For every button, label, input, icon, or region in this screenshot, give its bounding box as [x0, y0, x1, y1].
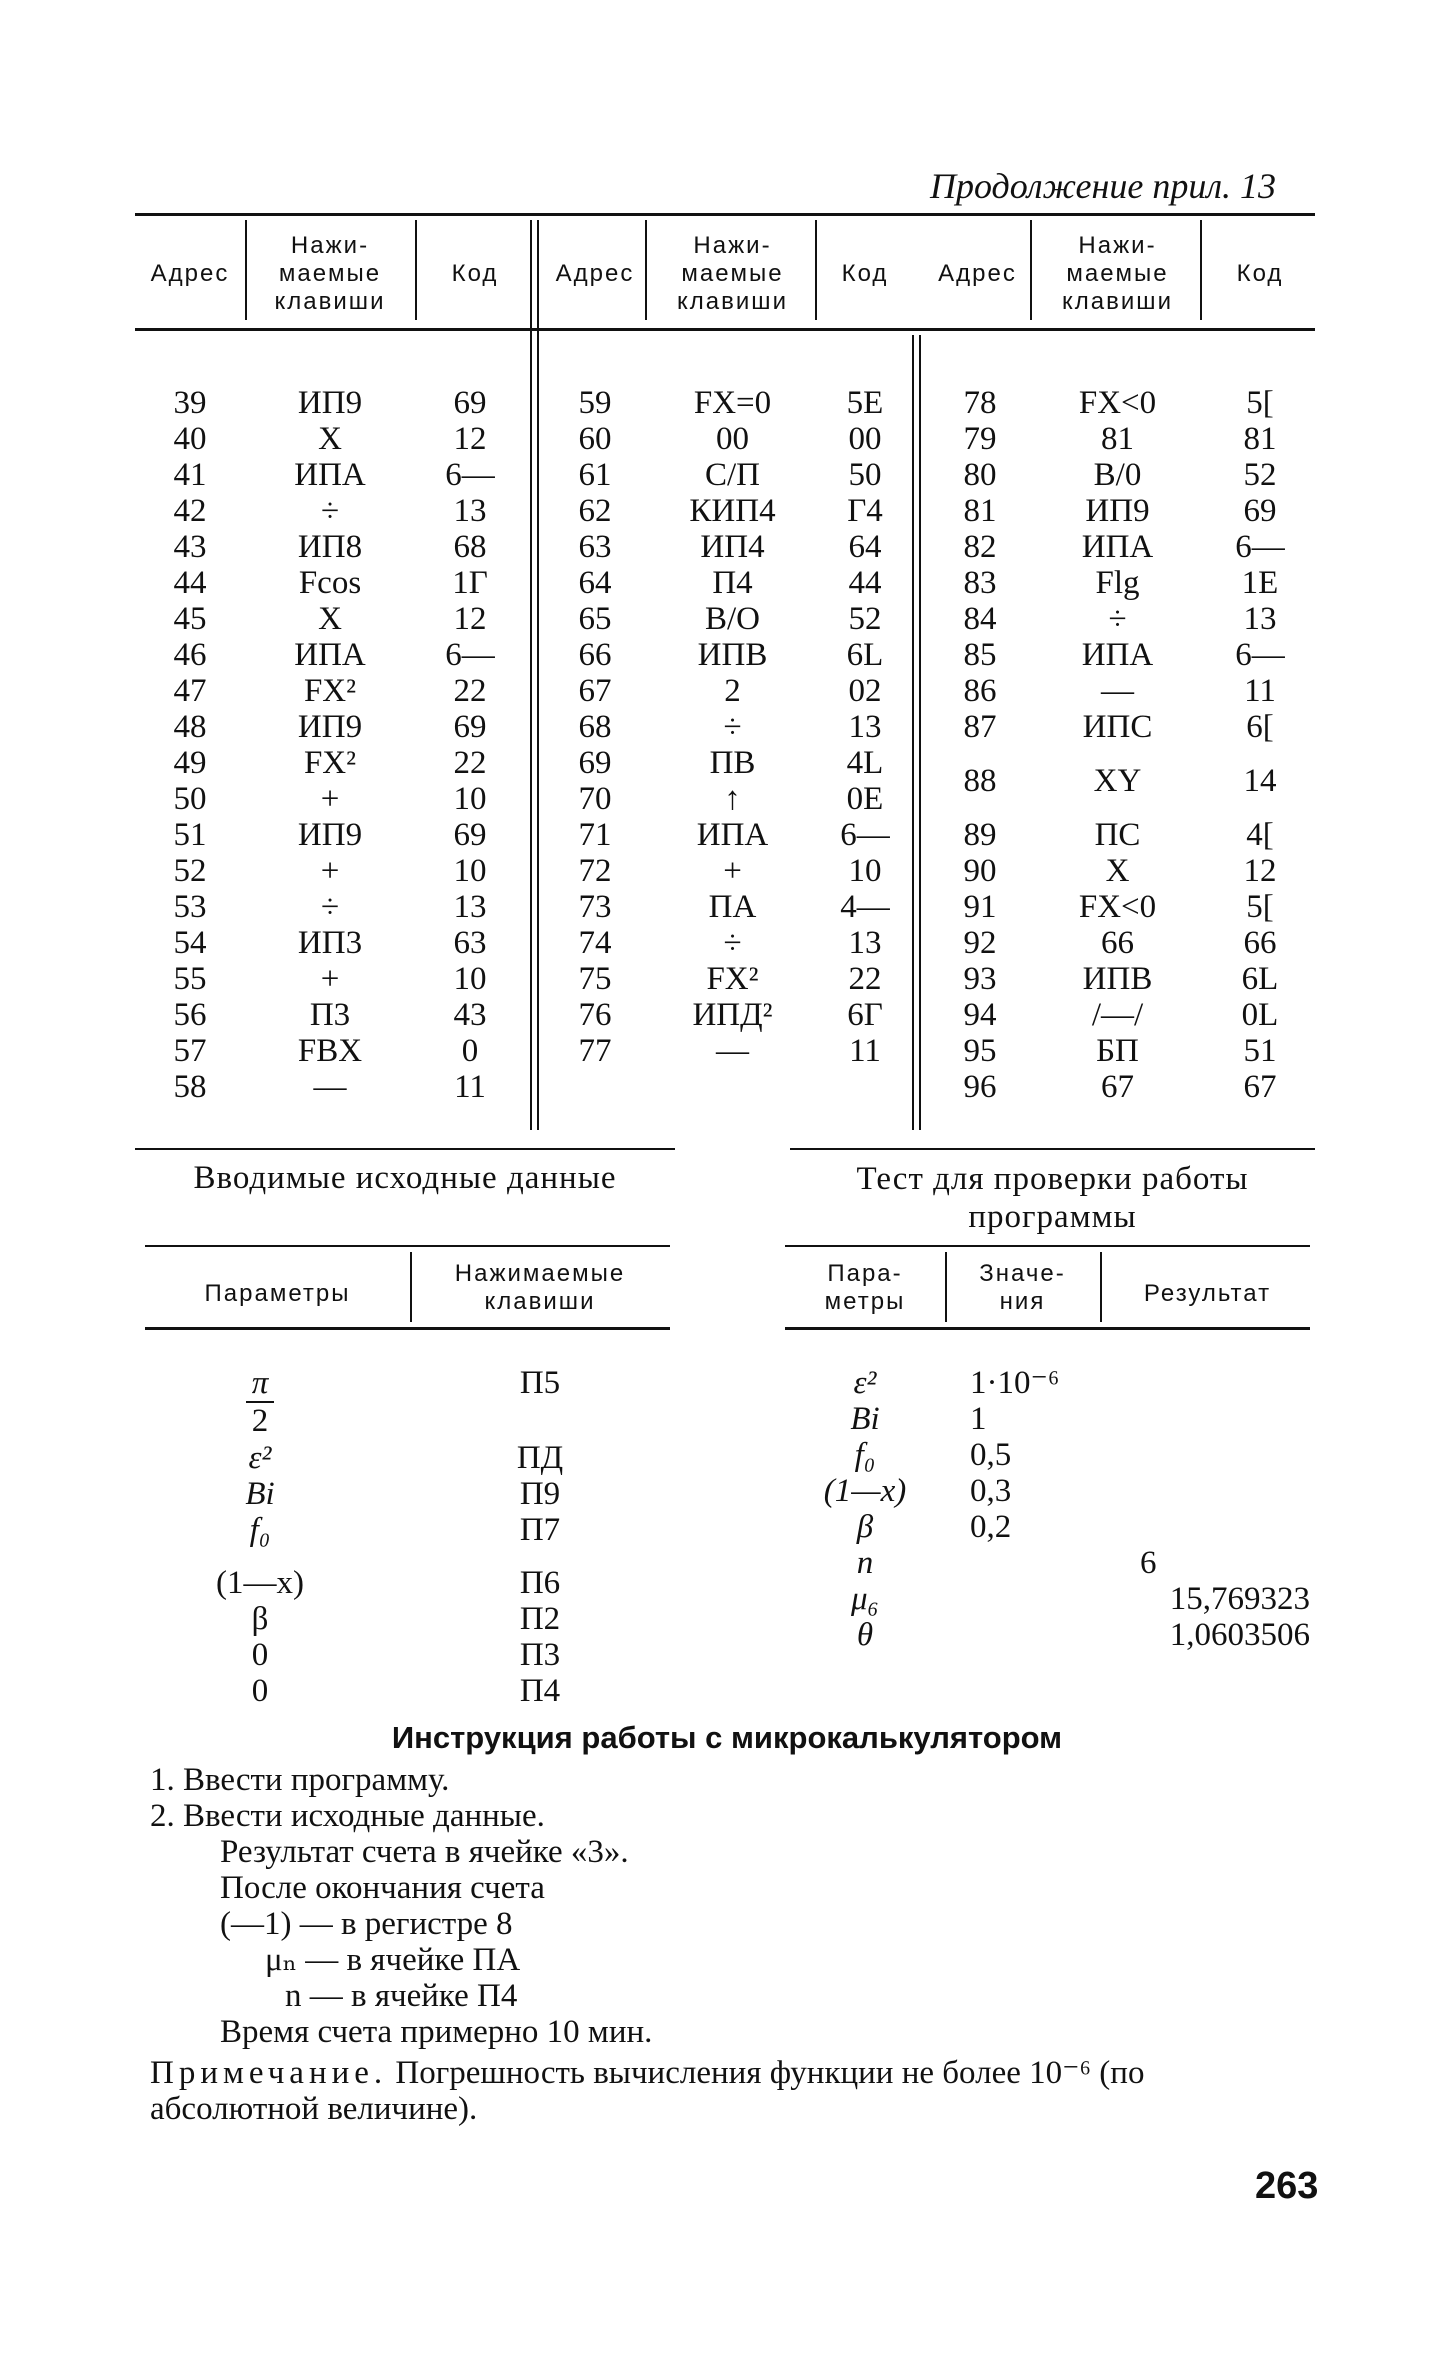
input-key: П4	[519, 1673, 561, 1709]
keys-line2: маемые	[1066, 260, 1169, 287]
key-cell: Fcos	[298, 565, 362, 601]
code-cell: 6L	[1241, 961, 1279, 997]
key-cell: X	[318, 601, 342, 637]
test-param-cell: μ₆	[850, 1581, 880, 1617]
address-cell: 72	[578, 853, 612, 889]
input-param: ε²	[248, 1440, 272, 1476]
code-cell: 4[	[1246, 817, 1274, 853]
code-cell: 02	[848, 673, 882, 709]
code-cell: 6—	[445, 457, 495, 493]
instruction-line: 1. Ввести программу.	[150, 1762, 450, 1798]
code-cell: 10	[453, 961, 487, 997]
instruction-line: Время счета примерно 10 мин.	[220, 2014, 653, 2050]
key-cell: С/П	[704, 457, 760, 493]
key-cell: ИП3	[297, 925, 363, 961]
code-cell: 1Е	[1241, 565, 1279, 601]
instructions-title: Инструкция работы с микрокалькулятором	[391, 1720, 1063, 1755]
key-cell: ИПС	[1082, 709, 1153, 745]
input-header-keys	[415, 1260, 665, 1316]
address-cell: 39	[173, 385, 207, 421]
test-param-cell: f₀	[854, 1437, 876, 1473]
test-value-cell: 0,3	[970, 1473, 1012, 1509]
keys-line3: клавиши	[677, 288, 788, 315]
header-divider	[415, 220, 417, 320]
address-cell: 92	[963, 925, 997, 961]
code-cell: 69	[1243, 493, 1277, 529]
address-cell: 93	[963, 961, 997, 997]
input-param: 0	[251, 1637, 269, 1673]
block2-address-column	[555, 385, 635, 1069]
address-cell: 61	[578, 457, 612, 493]
code-cell: 6—	[840, 817, 890, 853]
key-cell: ИП9	[297, 817, 363, 853]
address-cell: 70	[578, 781, 612, 817]
code-cell: 0	[461, 1033, 479, 1069]
input-param-frac	[200, 1365, 320, 1439]
address-cell: 81	[963, 493, 997, 529]
code-cell: 6—	[445, 637, 495, 673]
address-cell: 56	[173, 997, 207, 1033]
code-cell: 5Е	[846, 385, 884, 421]
key-cell: П4	[712, 565, 753, 601]
address-cell: 44	[173, 565, 207, 601]
table-header-rule	[135, 328, 1315, 331]
key-cell: ↑	[724, 781, 741, 817]
key-cell: ÷	[320, 889, 340, 925]
key-cell: FBX	[297, 1033, 363, 1069]
input-key: П2	[519, 1601, 561, 1637]
address-cell: 64	[578, 565, 612, 601]
address-cell: 45	[173, 601, 207, 637]
code-cell: 11	[454, 1069, 486, 1105]
code-cell: 44	[848, 565, 882, 601]
address-cell: 96	[963, 1069, 997, 1105]
block3-code-column	[1220, 385, 1300, 1105]
instruction-line: μₙ — в ячейке ПА	[265, 1942, 521, 1978]
block1-code-column	[430, 385, 510, 1105]
address-cell: 52	[173, 853, 207, 889]
input-key: П9	[519, 1476, 561, 1512]
key-cell: ИП4	[700, 529, 765, 565]
address-cell: 47	[173, 673, 207, 709]
key-cell: +	[723, 853, 742, 889]
address-cell: 43	[173, 529, 207, 565]
page-number: 263	[1255, 2165, 1319, 2207]
key-cell: ПВ	[709, 745, 756, 781]
input-param: β	[251, 1601, 269, 1637]
test-param-cell: ε²	[853, 1365, 877, 1401]
instruction-line: 2. Ввести исходные данные.	[150, 1798, 545, 1834]
code-cell: 81	[1243, 421, 1277, 457]
key-cell: ИПА	[294, 457, 366, 493]
key-cell: 66	[1101, 925, 1134, 961]
block2-code-column	[825, 385, 905, 1069]
input-header-divider	[410, 1252, 412, 1322]
input-header-params: Параметры	[204, 1280, 351, 1307]
address-cell: 76	[578, 997, 612, 1033]
address-cell: 63	[578, 529, 612, 565]
key-cell: X	[318, 421, 342, 457]
code-cell: 12	[1243, 853, 1277, 889]
key-cell: FX<0	[1078, 385, 1157, 421]
note-text: Погрешность вычисления функции не более 10⁻⁶ (по абсолютной величине).	[150, 2055, 1145, 2127]
test-param-cell: θ	[856, 1617, 874, 1653]
address-cell: 55	[173, 961, 207, 997]
key-cell: БП	[1096, 1033, 1139, 1069]
test-header-top	[785, 1245, 1310, 1247]
result-value: 6	[1140, 1545, 1157, 1581]
code-cell: 10	[848, 853, 882, 889]
code-cell: 1Г	[452, 565, 488, 601]
code-cell: 5[	[1246, 889, 1274, 925]
key-cell: —	[716, 1033, 749, 1069]
code-cell: 13	[848, 709, 882, 745]
test-param-cell: (1—x)	[823, 1473, 907, 1509]
address-cell: 66	[578, 637, 612, 673]
test-value-cell: 0,5	[970, 1437, 1012, 1473]
input-header-top	[145, 1245, 670, 1247]
address-cell: 51	[173, 817, 207, 853]
code-cell: 22	[453, 745, 487, 781]
code-cell: 69	[453, 709, 487, 745]
address-cell: 50	[173, 781, 207, 817]
address-cell: 75	[578, 961, 612, 997]
address-cell: 90	[963, 853, 997, 889]
result-value: 15,769323	[1169, 1581, 1310, 1617]
key-cell: Flg	[1095, 565, 1140, 601]
keys-line2: клавиши	[484, 1288, 596, 1315]
key-cell: +	[320, 961, 340, 997]
key-cell: ИП9	[1085, 493, 1150, 529]
header-divider	[245, 220, 247, 320]
keys-line1: Нажи-	[290, 232, 370, 259]
table-top-rule	[135, 213, 1315, 216]
key-cell: ИПА	[1081, 529, 1154, 565]
address-cell: 62	[578, 493, 612, 529]
code-cell: 69	[453, 817, 487, 853]
instruction-line: n — в ячейке П4	[285, 1978, 518, 2014]
block3-address-column	[940, 385, 1020, 1105]
code-cell: 22	[453, 673, 487, 709]
instruction-line: Результат счета в ячейке «3».	[220, 1834, 629, 1870]
frac-numerator: π	[246, 1365, 275, 1403]
frac-denominator: 2	[251, 1403, 269, 1439]
col-header-keys	[650, 232, 815, 316]
test-value-cell: 0,2	[970, 1509, 1012, 1545]
keys-line2: маемые	[681, 260, 784, 287]
code-cell: 52	[1243, 457, 1277, 493]
address-cell: 49	[173, 745, 207, 781]
code-cell: 69	[453, 385, 487, 421]
code-cell: 0L	[1241, 997, 1279, 1033]
address-cell: 82	[963, 529, 997, 565]
keys-line1: Нажи-	[693, 232, 772, 259]
test-header-divider	[945, 1252, 947, 1322]
address-cell: 46	[173, 637, 207, 673]
code-cell: 11	[1244, 673, 1276, 709]
input-header-bottom	[145, 1327, 670, 1330]
test-param-cell: n	[856, 1545, 874, 1581]
key-cell: ÷	[1108, 601, 1127, 637]
address-cell: 73	[578, 889, 612, 925]
result-value: 1,0603506	[1169, 1617, 1310, 1653]
key-cell: ИПА	[1081, 637, 1154, 673]
address-cell: 68	[578, 709, 612, 745]
address-cell: 48	[173, 709, 207, 745]
input-key: П6	[519, 1565, 561, 1601]
code-cell: 64	[848, 529, 882, 565]
address-cell: 41	[173, 457, 207, 493]
col-header-code: Код	[451, 260, 499, 287]
address-cell: 54	[173, 925, 207, 961]
address-cell: 74	[578, 925, 612, 961]
code-cell: 14	[1243, 763, 1277, 799]
address-cell: 77	[578, 1033, 612, 1069]
key-cell: 81	[1101, 421, 1134, 457]
code-cell: 6—	[1235, 637, 1285, 673]
code-cell: 0Е	[846, 781, 884, 817]
params-line1: Пара-	[827, 1260, 903, 1287]
instruction-line: После окончания счета	[220, 1870, 545, 1906]
test-param-cell: β	[856, 1509, 874, 1545]
code-cell: 43	[453, 997, 487, 1033]
address-cell: 65	[578, 601, 612, 637]
keys-line1: Нажи-	[1078, 232, 1157, 259]
code-cell: 10	[453, 781, 487, 817]
test-title	[790, 1160, 1315, 1236]
block-divider	[537, 220, 539, 1130]
key-cell: 2	[724, 673, 741, 709]
address-cell: 58	[173, 1069, 207, 1105]
key-cell: ИПВ	[697, 637, 768, 673]
block3-keys-column	[1040, 385, 1195, 1105]
key-cell: ИПД²	[692, 997, 773, 1033]
key-cell: +	[320, 853, 340, 889]
params-line2: метры	[824, 1288, 906, 1315]
key-cell: КИП4	[689, 493, 776, 529]
code-cell: 11	[849, 1033, 881, 1069]
key-cell: /—/	[1091, 997, 1144, 1033]
block1-keys-column	[255, 385, 405, 1105]
key-cell: П3	[309, 997, 351, 1033]
key-cell: FX<0	[1078, 889, 1157, 925]
instruction-line: (—1) — в регистре 8	[220, 1906, 513, 1942]
col-header-address: Адрес	[938, 260, 1017, 287]
code-cell: 12	[453, 421, 487, 457]
key-cell: ÷	[723, 925, 742, 961]
block-divider	[530, 220, 532, 1130]
code-cell: 13	[1243, 601, 1277, 637]
test-header-divider	[1100, 1252, 1102, 1322]
input-key: ПД	[516, 1440, 564, 1476]
key-cell: FX=0	[693, 385, 772, 421]
block-divider	[919, 335, 921, 1130]
key-cell: FX²	[706, 961, 759, 997]
keys-line1: Нажимаемые	[454, 1260, 626, 1287]
address-cell: 84	[963, 601, 997, 637]
keys-line3: клавиши	[274, 288, 386, 315]
code-cell: 50	[848, 457, 882, 493]
code-cell: 4L	[846, 745, 884, 781]
address-cell: 89	[963, 817, 997, 853]
input-param: Bi	[245, 1476, 275, 1512]
address-cell: 59	[578, 385, 612, 421]
code-cell: 63	[453, 925, 487, 961]
address-cell: 42	[173, 493, 207, 529]
header-divider	[1200, 220, 1202, 320]
key-cell: —	[1101, 673, 1134, 709]
address-cell: 88	[963, 763, 997, 799]
key-cell: FX²	[303, 745, 357, 781]
key-cell: ИП9	[297, 385, 363, 421]
code-cell: 6L	[846, 637, 884, 673]
code-cell: 51	[1243, 1033, 1277, 1069]
code-cell: Г4	[847, 493, 883, 529]
col-header-address: Адрес	[555, 260, 635, 287]
col-header-address: Адрес	[150, 260, 230, 287]
code-cell: 10	[453, 853, 487, 889]
test-params-column	[790, 1365, 940, 1653]
key-cell: ПА	[708, 889, 757, 925]
keys-line3: клавиши	[1062, 288, 1173, 315]
keys-line2: маемые	[278, 260, 382, 287]
header-divider	[815, 220, 817, 320]
test-header-bottom	[785, 1327, 1310, 1330]
address-cell: 83	[963, 565, 997, 601]
input-key: П7	[519, 1512, 561, 1548]
address-cell: 69	[578, 745, 612, 781]
values-line2: ния	[999, 1288, 1046, 1315]
key-cell: ÷	[320, 493, 340, 529]
address-cell: 71	[578, 817, 612, 853]
code-cell: 52	[848, 601, 882, 637]
code-cell: 13	[848, 925, 882, 961]
address-cell: 91	[963, 889, 997, 925]
col-header-code: Код	[1236, 260, 1284, 287]
key-cell: ИПА	[294, 637, 366, 673]
address-cell: 60	[578, 421, 612, 457]
header-divider	[645, 220, 647, 320]
test-param-cell: Bi	[850, 1401, 880, 1437]
address-cell: 78	[963, 385, 997, 421]
code-cell: 4—	[840, 889, 890, 925]
address-cell: 40	[173, 421, 207, 457]
key-cell: —	[313, 1069, 347, 1105]
key-cell: ИПВ	[1082, 961, 1153, 997]
code-cell: 6Г	[847, 997, 883, 1033]
address-cell: 53	[173, 889, 207, 925]
input-param: f₀	[249, 1512, 271, 1548]
col-header-keys	[1035, 232, 1200, 316]
key-cell: FX²	[303, 673, 357, 709]
code-cell: 22	[848, 961, 882, 997]
input-key: П5	[519, 1365, 561, 1401]
key-cell: 67	[1101, 1069, 1134, 1105]
key-cell: X	[1105, 853, 1130, 889]
values-line1: Значе-	[979, 1260, 1066, 1287]
code-cell: 12	[453, 601, 487, 637]
test-title-line1: Тест для проверки работы	[856, 1161, 1249, 1197]
key-cell: +	[320, 781, 340, 817]
key-cell: ИПА	[696, 817, 769, 853]
test-title-line2: программы	[968, 1199, 1137, 1235]
address-cell: 95	[963, 1033, 997, 1069]
block2-keys-column	[655, 385, 810, 1069]
address-cell: 67	[578, 673, 612, 709]
test-value-cell: 1·10⁻⁶	[970, 1365, 1060, 1401]
input-param: (1—x)	[216, 1565, 304, 1601]
code-cell: 13	[453, 493, 487, 529]
address-cell: 80	[963, 457, 997, 493]
block1-address-column	[150, 385, 230, 1105]
address-cell: 87	[963, 709, 997, 745]
note-label: Примечание.	[150, 2055, 388, 2091]
address-cell: 86	[963, 673, 997, 709]
code-cell: 6[	[1246, 709, 1274, 745]
code-cell: 00	[848, 421, 882, 457]
key-cell: ÷	[723, 709, 742, 745]
test-header-params	[790, 1260, 940, 1316]
code-cell: 5[	[1246, 385, 1274, 421]
key-cell: В/0	[1093, 457, 1142, 493]
address-cell: 79	[963, 421, 997, 457]
code-cell: 68	[453, 529, 487, 565]
code-cell: 67	[1243, 1069, 1277, 1105]
test-values-column	[970, 1365, 1100, 1545]
code-cell: 66	[1243, 925, 1277, 961]
header-divider	[1030, 220, 1032, 320]
input-title-rule	[135, 1148, 675, 1150]
key-cell: XY	[1093, 763, 1142, 799]
input-param: 0	[251, 1673, 269, 1709]
input-key: П3	[519, 1637, 561, 1673]
address-cell: 57	[173, 1033, 207, 1069]
col-header-keys	[250, 232, 410, 316]
input-data-title: Вводимые исходные данные	[193, 1160, 617, 1196]
key-cell: В/О	[704, 601, 760, 637]
code-cell: 13	[453, 889, 487, 925]
key-cell: 00	[716, 421, 749, 457]
block-divider	[912, 335, 914, 1130]
test-header-result: Результат	[1143, 1280, 1272, 1307]
continuation-note: Продолжение прил. 13	[930, 166, 1277, 206]
address-cell: 85	[963, 637, 997, 673]
test-value-cell: 1	[970, 1401, 987, 1437]
test-results-column	[1100, 1545, 1310, 1653]
code-cell: 6—	[1235, 529, 1285, 565]
footnote	[150, 2055, 1310, 2127]
key-cell: ИП8	[297, 529, 363, 565]
test-header-values	[950, 1260, 1095, 1316]
col-header-code: Код	[841, 260, 889, 287]
address-cell: 94	[963, 997, 997, 1033]
test-title-rule	[790, 1148, 1315, 1150]
key-cell: ИП9	[297, 709, 363, 745]
key-cell: ПС	[1094, 817, 1141, 853]
